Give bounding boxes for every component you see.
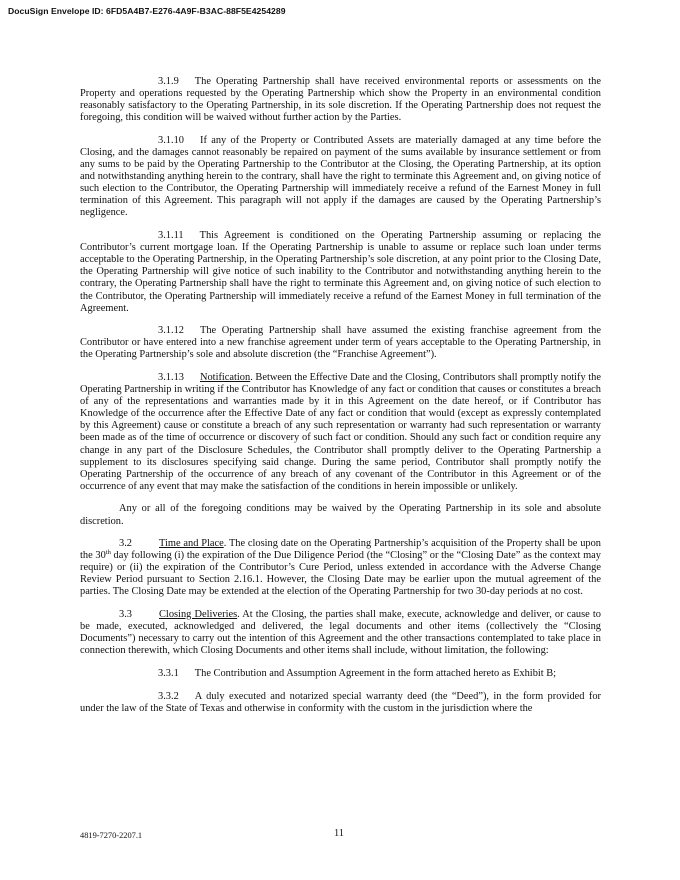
- section-3-1-11: [80, 230, 601, 315]
- section-text: The Operating Partnership shall have received environmental reports or assessments on the Property and operations requested by the Operating Partnership which show the Property in an environmental condition reasonably satisfactory to the Operating Partnership, in its sole discretion. If the Operating Partnership does not request the foregoing, this condition will be waived without further action by the Parties.: [80, 76, 601, 124]
- section-number: 3.3.1: [158, 667, 179, 679]
- section-heading: Time and Place: [159, 538, 224, 550]
- section-text: The Operating Partnership shall have assumed the existing franchise agreement from the Contributor or have entered into a new franchise agreement under term of years acceptable to the Operating Partnership, in the Operating Partnership’s sole and absolute discretion (the “Franchise Agreement”).: [80, 325, 601, 361]
- section-text: . At the Closing, the parties shall make, execute, acknowledge and deliver, or cause to be made, executed, acknowledged and delivered, the legal documents and other items (collectively the “Closing Documents”) necessary to carry out the intention of this Agreement and the other transactions contemplated to take place in connection therewith, which Closing Documents and other items shall include, without limitation, the following:: [80, 609, 601, 657]
- section-3-1-10: [80, 135, 601, 220]
- ordinal-suffix: th: [105, 549, 111, 557]
- section-number: 3.1.12: [158, 325, 184, 337]
- section-text: . Between the Effective Date and the Closing, Contributors shall promptly notify the Operating Partnership in writing if the Contributor has Knowledge of any fact or condition that causes or constitutes a breach of any of the representations and warranties made by it in this Agreement on the date hereof, or if Contributor has Knowledge of the occurrence after the Effective Date of any fact or condition that would (except as expressly contemplated by this Agreement) cause or constitute a breach of any such representation or warranty had such representation or warranty been made as of the time of occurrence or discovery of such fact or condition. Should any such fact or condition require any change in any part of the Disclosure Schedules, the Contributor shall promptly deliver to the Operating Partnership a supplement to its disclosures specifying said change. During the same period, Contributor shall promptly notify the Operating Partnership of the occurrence of any breach of any covenant of the Contributor in this Agreement or of the occurrence of any event that may make the satisfaction of the conditions in herein impossible or unlikely.: [80, 371, 601, 492]
- section-text: Any or all of the foregoing conditions may be waived by the Operating Partnership in its sole and absolute discretion.: [80, 503, 601, 527]
- docusign-envelope-id: DocuSign Envelope ID: 6FD5A4B7-E276-4A9F-B3AC-88F5E4254289: [8, 6, 286, 16]
- section-number: 3.3.2: [158, 690, 179, 702]
- section-number: 3.1.9: [158, 76, 179, 87]
- section-3-2: [80, 538, 601, 598]
- section-text: The Contribution and Assumption Agreement in the form attached hereto as Exhibit B;: [194, 667, 557, 679]
- section-number: 3.2: [119, 538, 132, 550]
- section-text: If any of the Property or Contributed Assets are materially damaged at any time before the Closing, and the damages cannot reasonably be repaired on payment of the sums available by insurance settlement or from any sums to be paid by the Operating Partnership to the Contributor at the Closing, the Operating Partnership, at its option and notwithstanding anything herein to the contrary, shall have the right to terminate this Agreement and, on giving notice of such election to the Contributor, the Operating Partnership will immediately receive a refund of the Earnest Money in full termination of this Agreement. This paragraph will not apply if the damages are caused by the Operating Partnership’s negligence.: [80, 134, 601, 219]
- section-3-3-2: [80, 691, 601, 715]
- section-number: 3.3: [119, 609, 132, 621]
- document-body: [80, 76, 601, 725]
- section-3-1-12: [80, 325, 601, 361]
- section-3-1-13: [80, 372, 601, 493]
- section-number: 3.1.13: [158, 371, 184, 383]
- section-text: . The closing date on the Operating Partnership’s acquisition of the Property shall be upon the 30: [80, 538, 601, 562]
- section-text: This Agreement is conditioned on the Operating Partnership assuming or replacing the Contributor’s current mortgage loan. If the Operating Partnership is unable to assume or replace such loan under terms acceptable to the Operating Partnership, in the Operating Partnership’s sole discretion, at any point prior to the Closing Date, the Operating Partnership will give notice of such inability to the Contributor and notwithstanding anything herein to the contrary, the Operating Partnership shall have the right to terminate this Agreement and, on giving notice of such election to the Contributor, the Operating Partnership will immediately receive a refund of the Earnest Money in full termination of the Agreement.: [80, 230, 601, 314]
- section-heading: Notification: [199, 371, 251, 383]
- section-3-3: [80, 609, 601, 657]
- waiver-paragraph: [80, 503, 601, 527]
- section-number: 3.1.11: [158, 230, 184, 242]
- page-number: 11: [334, 828, 345, 839]
- section-heading: Closing Deliveries: [159, 609, 238, 621]
- section-3-1-9: [80, 76, 601, 124]
- document-id-footer: 4819-7270-2207.1: [80, 831, 143, 840]
- section-text-continued: day following (i) the expiration of the Due Diligence Period (the “Closing” or the “Closing Date” as the context may require) or (ii) the expiration of the Contributor’s Cure Period, unless extended in accordance with the Adverse Change Review Period pursuant to Section 2.16.1. However, the Closing Date may be earlier upon the mutual agreement of the parties. The Closing Date may be extended at the election of the Operating Partnership for two 30-day periods at no cost.: [80, 550, 601, 598]
- section-text: A duly executed and notarized special warranty deed (the “Deed”), in the form provided for under the law of the State of Texas and otherwise in conformity with the custom in the jurisdiction where the: [80, 690, 601, 714]
- section-number: 3.1.10: [158, 134, 184, 146]
- section-3-3-1: [80, 668, 601, 680]
